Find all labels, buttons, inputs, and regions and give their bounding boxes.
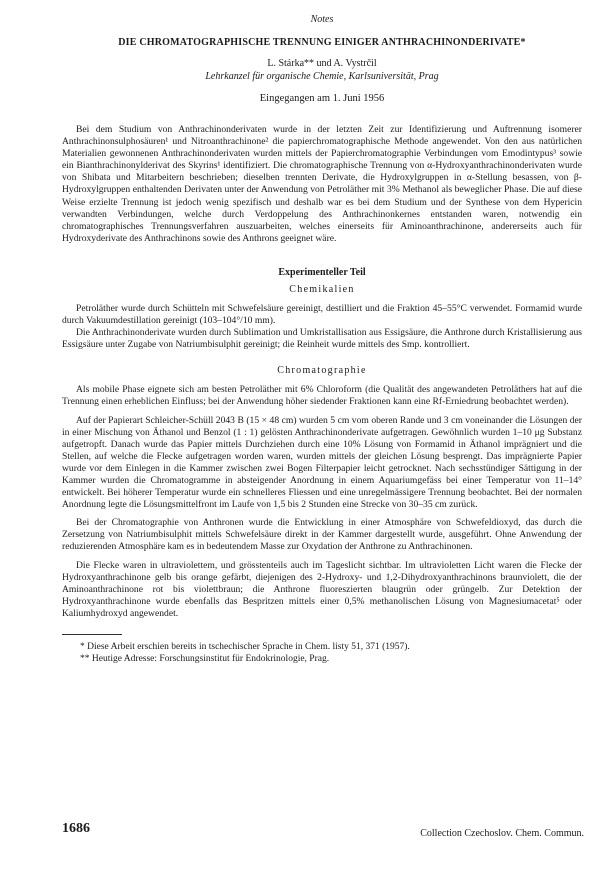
section-heading: Experimenteller Teil — [278, 266, 366, 278]
chemikalien-paragraph-1: Petroläther wurde durch Schütteln mit Schwefelsäure gereinigt, destilliert und die Fraktion 45–55°C verwendet. Formamid wurde durch Vakuumdestillation gereinigt (103–104°/10 mm). — [62, 302, 582, 327]
subsection-chromatographie: Chromatographie — [277, 365, 367, 377]
authors: L. Stárka** und A. Vystrčil — [267, 58, 377, 69]
article-title: DIE CHROMATOGRAPHISCHE TRENNUNG EINIGER ANTHRACHINONDERIVATE* — [118, 37, 526, 48]
footnote-rule — [62, 634, 122, 635]
running-head: Notes — [310, 14, 334, 25]
footnote-1: * Diese Arbeit erschien bereits in tschechischer Sprache in Chem. listy 51, 371 (1957). — [80, 642, 410, 652]
received-date: Eingegangen am 1. Juni 1956 — [259, 93, 385, 104]
affiliation: Lehrkanzel für organische Chemie, Karlsuniversität, Prag — [205, 71, 439, 82]
chromatographie-paragraph-1: Als mobile Phase eignete sich am besten Petroläther mit 6% Chloroform (die Qualität des angewandeten Petroläthers hat auf die Trennung einen erheblichen Einfluss; bei der Anwendung höher siedender Fraktionen kann eine Rf-Erniedrung beobachtet werden). — [62, 384, 582, 408]
chromatographie-paragraph-2: Auf der Papierart Schleicher-Schüll 2043 B (15 × 48 cm) wurden 5 cm vom oberen Rande und 3 cm voneinander die Lösungen der in einer Mischung von Äthanol und Benzol (1 : 1) gelösten Anthrachinonderivate aufgetragen. Gewöhnlich wurden 1–10 μg Substanz aufgetropft. Danach wurde das Papier mittels Durchziehen durch eine 10% Lösung von Formamid in Äthanol imprägniert und die Stellen, auf welche die Flecke aufgetragen worden waren, wurden mittels der gleichen Lösung besprengt. Das imprägnierte Papier wurde vor dem Einlegen in die Kammer zwischen zwei Bogen Filterpapier leicht getrocknet. Nach sechsstündiger Sättigung in der Kammer wurden die Chromatogramme in absteigender Anordnung in einem Aquariumgefäss bei einer Temperatur von 11–14° entwickelt. Bei höherer Temperatur wurde ein schnelleres Fliessen und eine unregelmässigere Trennung beobachtet. Bei der normalen Anordnung legte die Lösungsmittelfront im Laufe von 1,5 bis 2 Stunden eine Strecke von 30–35 cm zurück. — [62, 414, 582, 511]
chromatographie-paragraph-4: Die Flecke waren in ultraviolettem, und grösstenteils auch im Tageslicht sichtbar. Im ultravioletten Licht waren die Flecke der Hydroxyanthrachinone gelb bis orange gefärbt, diejenigen des 2-Hydroxy- und 1,2-Dihydroxyanthrachinons braunviolett, die der Aminoanthrachinone rot bis violettbraun; die Anthrone fluoreszierten blaugrün oder grüngelb. Zur Detektion der Hydroxyanthrachinone wurde ebenfalls das Bespritzen mittels einer 0,5% methanolischen Lösung von Magnesiumacetat⁵ oder Kaliumhydroxyd angewendet. — [62, 559, 582, 619]
article — [62, 14, 582, 665]
footnote-2: ** Heutige Adresse: Forschungsinstitut für Endokrinologie, Prag. — [80, 654, 330, 664]
subsection-chemikalien: Chemikalien — [289, 283, 355, 295]
intro-paragraph: Bei dem Studium von Anthrachinonderivaten wurde in der letzten Zeit zur Identifizierung und Auftrennung isomerer Anthrachinonsulphosäuren¹ und Nitroanthrachinone² die papierchromatographische Methode angewendet. Von den aus natürlichen Materialien gewonnenen Anthrachinonderivaten wurden mittels der Papierchromatographie Verbindungen vom Emodintypus³ sowie ein Bianthrachinonylderivat des Skyrins¹ identifiziert. Die chromatographische Trennung von α-Hydroxyanthrachinonderivaten wurde von Shibata und Mitarbeitern beschrieben; dieselben trennten Derivate, die Hydroxylgruppen in α-Stellung besassen, von β-Hydroxylgruppen enthaltenden Derivaten unter der Anwendung von Petroläther mit 3% Methanol als beweglicher Phase. Die auf diese Weise erzielte Trennung ist jedoch wenig spezifisch und deshalb war es bei dem Studium und der Synthese von dem Hypericin verwandten Verbindungen, welche durch Verdoppelung des Anthrachinonkernes entstanden waren, notwendig ein chromatographisches Trennungsverfahren auszuarbeiten, welches einerseits für Aminoanthrachinone, andererseits auch für Hydroxyderivate des Anthrachinons sowie des Anthrons geeignet wäre. — [62, 124, 582, 244]
journal-name: Collection Czechoslov. Chem. Commun. — [420, 828, 584, 839]
chemikalien-paragraph-2: Die Anthrachinonderivate wurden durch Sublimation und Umkristallisation aus Essigsäure, die Anthrone durch Kristallisierung aus Essigsäure unter Zugabe von Natriumbisulphit gereinigt; die Reinheit wurde mittels des Smp. kontrolliert. — [62, 327, 582, 351]
chromatographie-paragraph-3: Bei der Chromatographie von Anthronen wurde die Entwicklung in einer Atmosphäre von Schwefeldioxyd, das durch die Zersetzung von Natriumbisulphit mittels Schwefelsäure direkt in der Kammer dargestellt wurde, ausgeführt. Ohne Anwendung der reduzierenden Atmosphäre kam es in bedeutendem Masse zur Oxydation der Anthrone zu Anthrachinonen. — [62, 517, 582, 553]
page-number: 1686 — [62, 821, 90, 836]
